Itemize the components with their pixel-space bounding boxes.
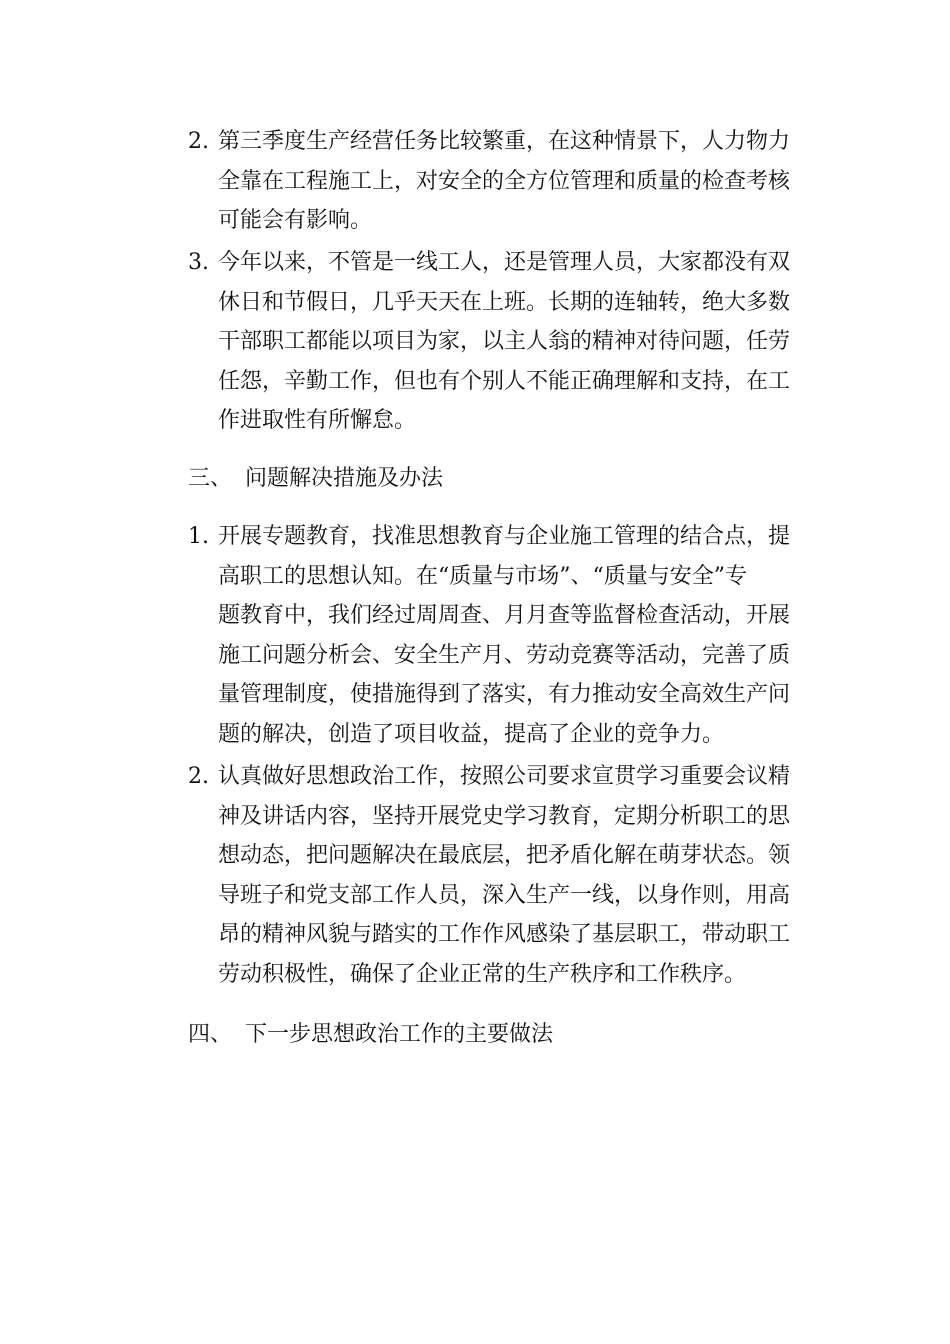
paragraph-line: 干部职工都能以项目为家，以主人翁的精神对待问题，任劳 — [218, 329, 791, 354]
paragraph-line: 题教育中，我们经过周周查、月月查等监督检查活动，开展 — [218, 603, 791, 628]
paragraph-line: 导班子和党支部工作人员，深入生产一线，以身作则，用高 — [218, 882, 791, 908]
list-item — [188, 243, 808, 441]
paragraph-line: 今年以来，不管是一线工人，还是管理人员，大家都没有双 — [218, 250, 791, 275]
paragraph-line: 神及讲话内容，坚持开展党史学习教育，定期分析职工的思 — [218, 803, 791, 829]
section-title: 问题解决措施及办法 — [245, 466, 444, 491]
section-title: 下一步思想政治工作的主要做法 — [245, 1022, 554, 1047]
paragraph-line: 开展专题教育，找准思想教育与企业施工管理的结合点，提 — [218, 524, 791, 549]
list-item — [188, 517, 808, 754]
section-number: 四、 — [188, 1022, 233, 1047]
paragraph-line: 第三季度生产经营任务比较繁重，在这种情景下，人力物力 — [218, 129, 791, 154]
paragraph-line: 量管理制度，使措施得到了落实，有力推动安全高效生产问 — [218, 682, 791, 707]
paragraph-line: 想动态，把问题解决在最底层，把矛盾化解在萌芽状态。领 — [218, 843, 791, 868]
paragraph-line: 任怨，辛勤工作，但也有个别人不能正确理解和支持，在工 — [218, 368, 791, 394]
paragraph-line: 施工问题分析会、安全生产月、劳动竞赛等活动，完善了质 — [218, 642, 791, 668]
list-item — [188, 122, 808, 241]
paragraph-line: 昂的精神风貌与踏实的工作作风感染了基层职工，带动职工 — [218, 922, 791, 947]
list-item-number: 2. — [188, 129, 209, 154]
paragraph-line: 题的解决，创造了项目收益，提高了企业的竞争力。 — [218, 721, 725, 747]
paragraph-line: 作进取性有所懈怠。 — [218, 408, 417, 433]
section-heading — [188, 1015, 553, 1055]
list-item — [188, 757, 808, 994]
section-number: 三、 — [188, 466, 233, 491]
paragraph-line: 可能会有影响。 — [218, 208, 373, 233]
paragraph-line: 全靠在工程施工上，对安全的全方位管理和质量的检查考核 — [218, 168, 791, 194]
list-item-number: 1. — [188, 524, 209, 549]
paragraph-line: 高职工的思想认知。在“质量与市场”、“质量与安全”专 — [218, 563, 747, 589]
section-heading — [188, 459, 443, 499]
paragraph-line: 劳动积极性，确保了企业正常的生产秩序和工作秩序。 — [218, 961, 747, 987]
paragraph-line: 认真做好思想政治工作，按照公司要求宣贯学习重要会议精 — [218, 764, 791, 789]
list-item-number: 3. — [188, 250, 209, 275]
list-item-number: 2. — [188, 764, 209, 789]
paragraph-line: 休日和节假日，几乎天天在上班。长期的连轴转，绝大多数 — [218, 289, 791, 315]
